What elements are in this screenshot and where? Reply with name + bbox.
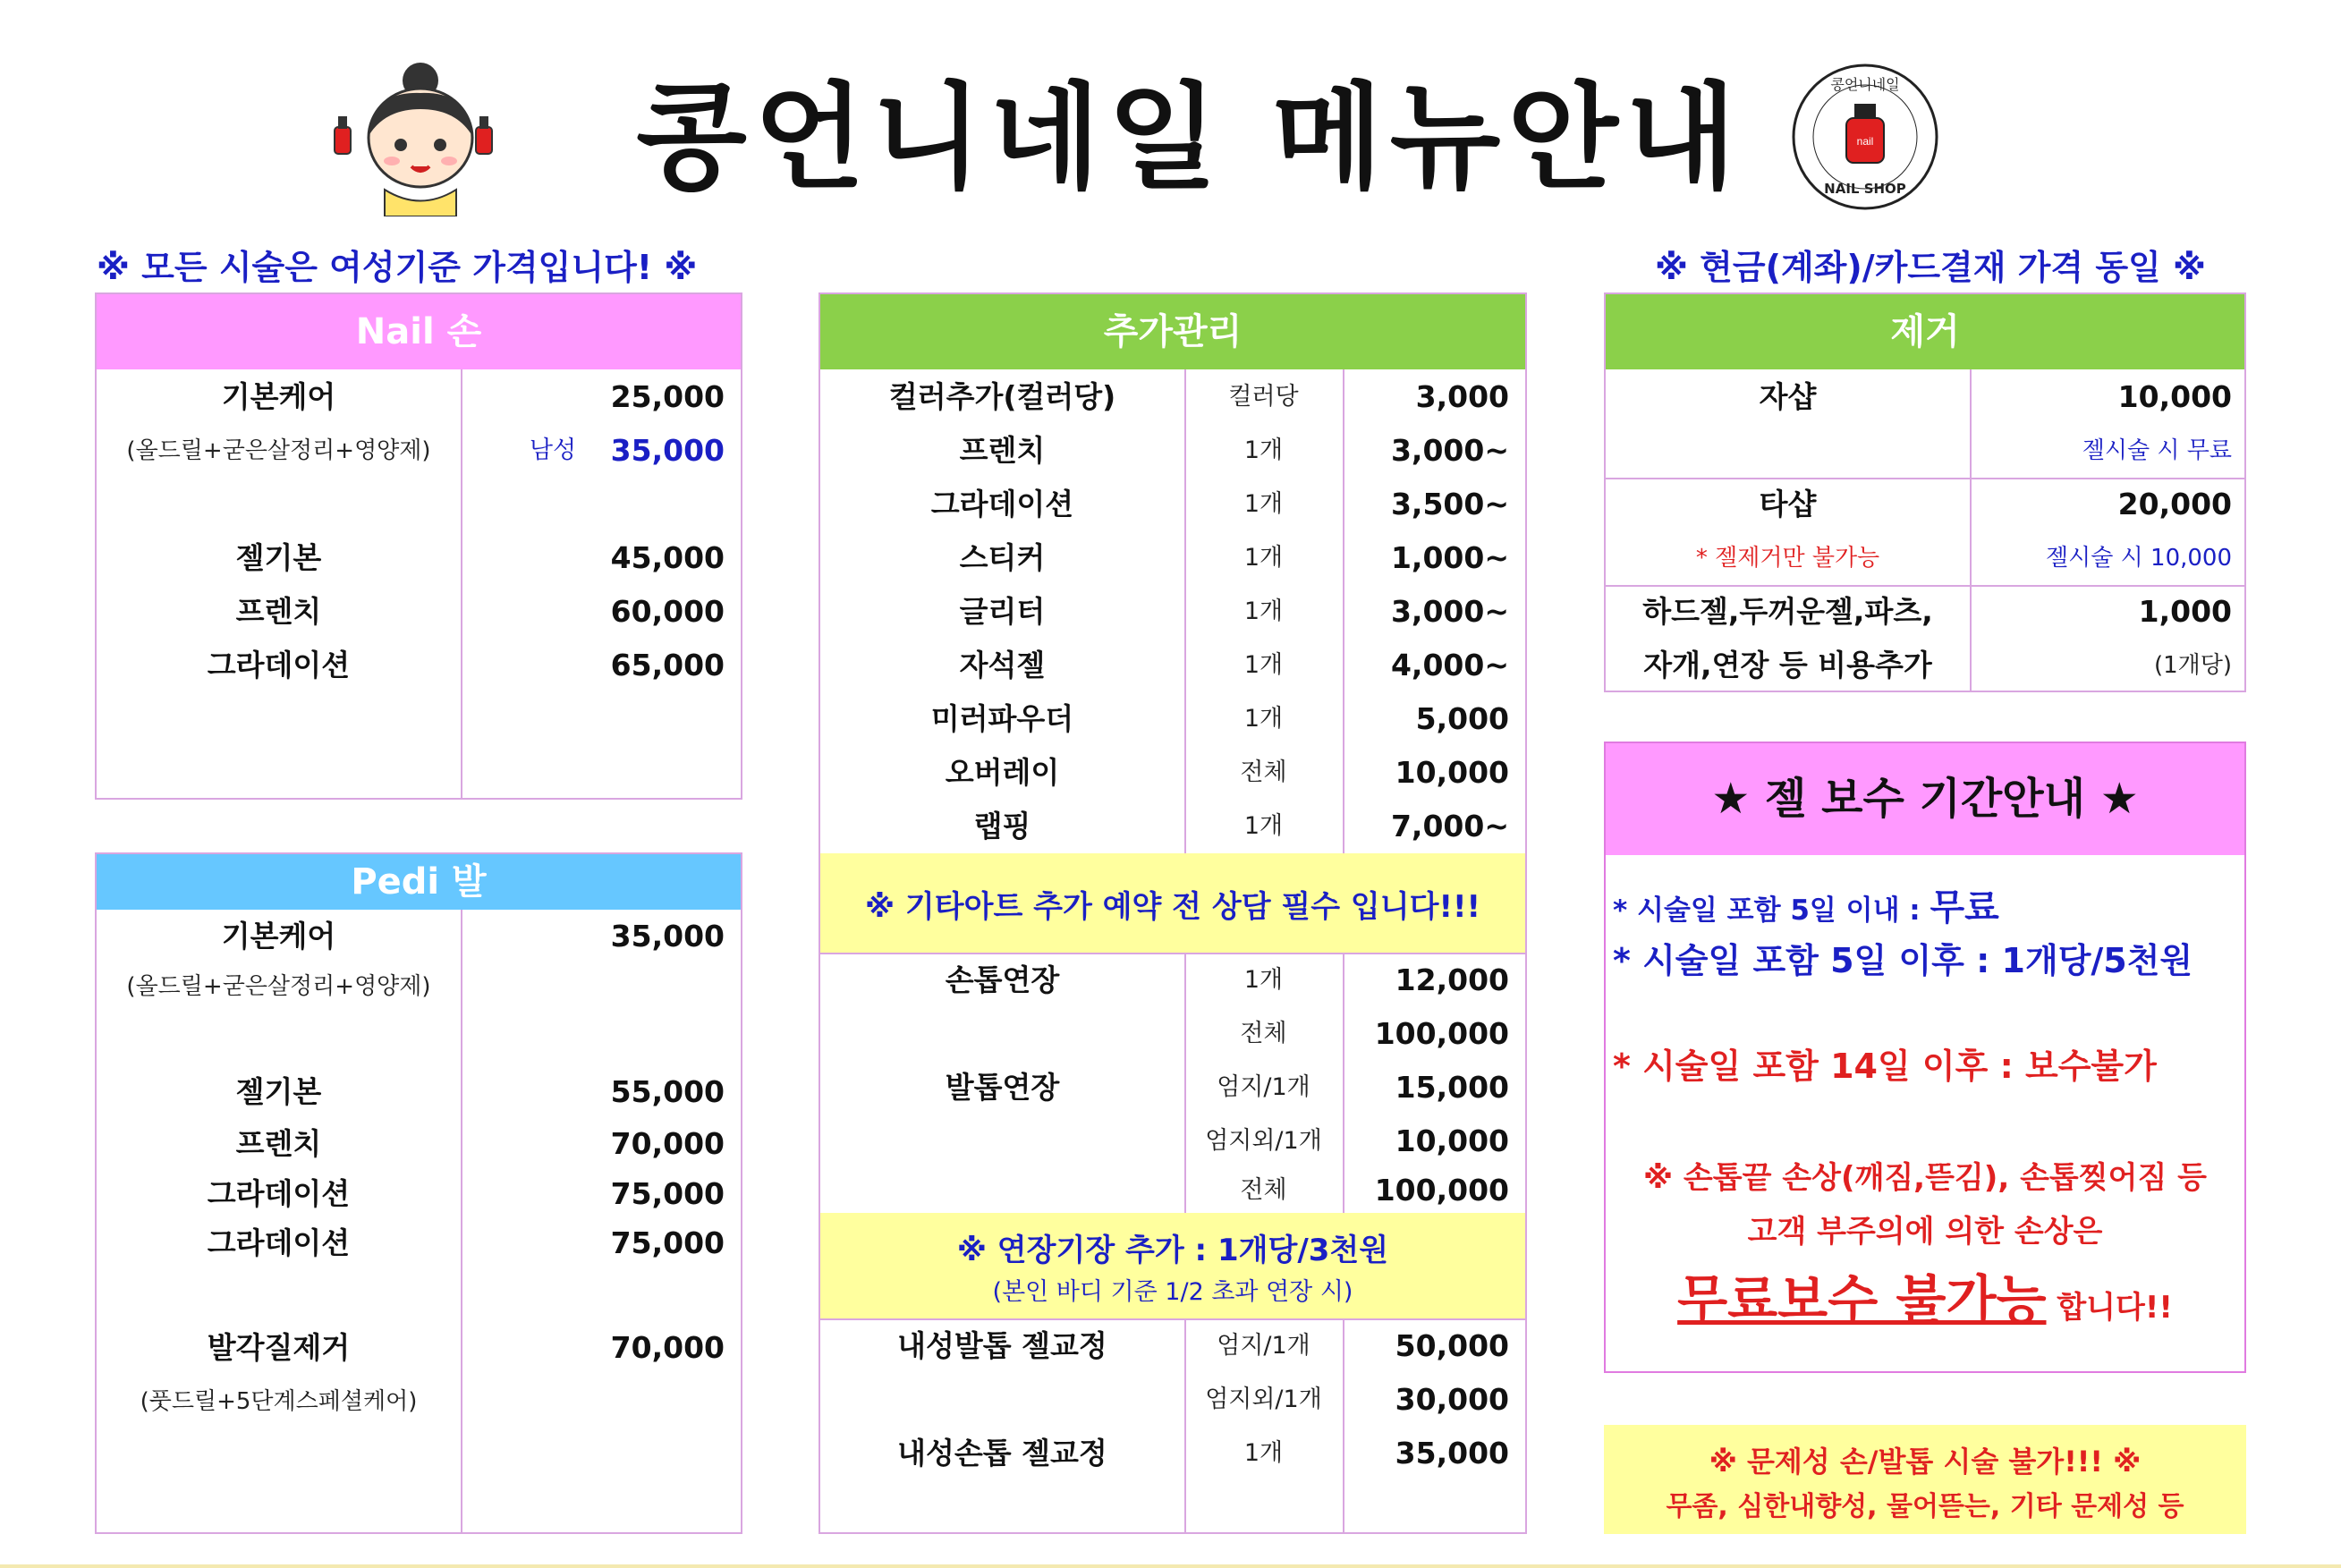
service-label: 프렌치 bbox=[959, 433, 1046, 468]
service-price: 5,000 bbox=[1415, 701, 1509, 736]
service-unit: 엄지외/1개 bbox=[1205, 1127, 1322, 1155]
service-label: 글리터 bbox=[959, 594, 1046, 629]
service-price: 60,000 bbox=[610, 594, 725, 629]
service-unit: 1개 bbox=[1243, 436, 1284, 464]
service-unit: 전체 bbox=[1240, 759, 1287, 786]
table-row bbox=[820, 1061, 1525, 1115]
table-row bbox=[1606, 370, 2244, 424]
table-row bbox=[97, 1375, 741, 1428]
repair-panel bbox=[1604, 742, 2246, 1373]
nail-panel bbox=[95, 292, 742, 800]
service-price: 4,000~ bbox=[1390, 648, 1509, 682]
page-title: 콩언니네일 메뉴안내 bbox=[636, 72, 1743, 205]
service-price: 35,000 bbox=[610, 433, 725, 468]
table-row bbox=[820, 639, 1525, 692]
service-label: 그라데이션 bbox=[207, 648, 351, 682]
table-row bbox=[820, 478, 1525, 531]
service-price: 10,000 bbox=[2117, 379, 2232, 414]
service-price: 70,000 bbox=[610, 1330, 725, 1365]
service-price: 75,000 bbox=[610, 1176, 725, 1211]
table-row bbox=[97, 531, 741, 585]
service-unit: 엄지/1개 bbox=[1217, 1332, 1310, 1360]
service-price: 3,500~ bbox=[1390, 487, 1509, 521]
service-unit: 1개 bbox=[1243, 705, 1284, 733]
pedi-panel bbox=[95, 852, 742, 1534]
service-price: 3,000 bbox=[1415, 379, 1509, 414]
service-price: 100,000 bbox=[1374, 1173, 1509, 1208]
service-label: 프렌치 bbox=[235, 1126, 322, 1161]
service-price: 1,000 bbox=[2138, 594, 2232, 629]
warning-line-1: ※ 문제성 손/발톱 시술 불가!!! ※ bbox=[1709, 1445, 2142, 1479]
service-price: 10,000 bbox=[1395, 755, 1509, 790]
repair-closing: 합니다!! bbox=[2046, 1290, 2173, 1326]
service-price: 75,000 bbox=[610, 1225, 725, 1260]
service-price: 12,000 bbox=[1395, 962, 1509, 997]
repair-line-4: ※ 손톱끝 손상(깨짐,뜯김), 손톱찢어짐 등 bbox=[1643, 1160, 2207, 1196]
service-label: 그라데이션 bbox=[930, 487, 1074, 521]
table-row bbox=[97, 1117, 741, 1171]
service-price: 100,000 bbox=[1374, 1016, 1509, 1051]
service-label: 컬러추가(컬러당) bbox=[888, 379, 1116, 414]
table-row bbox=[820, 531, 1525, 585]
extension-note: ※ 연장기장 추가 : 1개당/3천원 bbox=[956, 1233, 1389, 1268]
extension-subnote: (본인 바디 기준 1/2 초과 연장 시) bbox=[992, 1278, 1353, 1306]
service-price: 30,000 bbox=[1395, 1382, 1509, 1417]
service-unit: 1개 bbox=[1243, 966, 1284, 994]
service-label: 프렌치 bbox=[235, 594, 322, 629]
service-label: 발각질제거 bbox=[207, 1330, 351, 1365]
service-price: 3,000~ bbox=[1390, 594, 1509, 629]
service-label: 내성발톱 젤교정 bbox=[897, 1328, 1107, 1363]
service-label: 타샵 bbox=[1759, 487, 1817, 521]
table-row bbox=[820, 1373, 1525, 1427]
pedi-header: Pedi 발 bbox=[97, 854, 741, 910]
mascot-illustration bbox=[322, 55, 501, 216]
table-row bbox=[97, 910, 741, 963]
table-row bbox=[820, 370, 1525, 424]
table-row bbox=[820, 746, 1525, 800]
service-price: 1,000~ bbox=[1390, 540, 1509, 575]
service-label: 랩핑 bbox=[973, 809, 1031, 843]
table-row bbox=[97, 1216, 741, 1270]
table-row bbox=[1606, 478, 2244, 531]
table-row bbox=[820, 1007, 1525, 1061]
extra-panel bbox=[819, 292, 1527, 1534]
service-label: 그라데이션 bbox=[207, 1225, 351, 1260]
table-row bbox=[820, 800, 1525, 853]
art-consult-band bbox=[820, 853, 1525, 953]
table-row bbox=[820, 692, 1525, 746]
repair-line-3: * 시술일 포함 14일 이후 : 보수불가 bbox=[1613, 1047, 2157, 1086]
table-row bbox=[97, 424, 741, 478]
service-price: 10,000 bbox=[1395, 1123, 1509, 1158]
repair-line-1 bbox=[1613, 879, 1999, 930]
shop-logo bbox=[1789, 61, 1941, 213]
service-price: 7,000~ bbox=[1390, 809, 1509, 843]
repair-free: 무료 bbox=[1930, 887, 1999, 928]
service-label: 기본케어 bbox=[221, 379, 336, 414]
table-row bbox=[1606, 585, 2244, 639]
service-detail: (올드릴+굳은살정리+영양제) bbox=[126, 973, 431, 1000]
table-row bbox=[820, 585, 1525, 639]
extension-band bbox=[820, 1213, 1525, 1318]
service-unit: 전체 bbox=[1240, 1176, 1287, 1204]
svg-text:콩언니네일: 콩언니네일 bbox=[1830, 76, 1900, 93]
service-unit: 1개 bbox=[1243, 598, 1284, 625]
removal-unit-note: (1개당) bbox=[2153, 652, 2232, 679]
repair-line-1-text: * 시술일 포함 5일 이내 : bbox=[1613, 894, 1930, 927]
service-unit: 전체 bbox=[1240, 1020, 1287, 1047]
service-unit: 1개 bbox=[1243, 1439, 1284, 1467]
service-label: 자석젤 bbox=[959, 648, 1046, 682]
removal-header: 제거 bbox=[1606, 294, 2244, 369]
service-price: 55,000 bbox=[610, 1074, 725, 1109]
service-label: 젤기본 bbox=[235, 1074, 322, 1109]
service-label: 자개,연장 등 비용추가 bbox=[1643, 648, 1932, 682]
service-label: 자샵 bbox=[1759, 379, 1817, 414]
service-unit: 엄지외/1개 bbox=[1205, 1386, 1322, 1413]
table-row bbox=[97, 1167, 741, 1221]
service-label: 내성손톱 젤교정 bbox=[897, 1436, 1107, 1471]
service-label: 하드젤,두꺼운젤,파츠, bbox=[1642, 594, 1933, 629]
table-row bbox=[97, 585, 741, 639]
table-row bbox=[1606, 531, 2244, 585]
svg-text:NAIL SHOP: NAIL SHOP bbox=[1824, 181, 1906, 197]
service-detail: (올드릴+굳은살정리+영양제) bbox=[126, 437, 431, 464]
extra-header: 추가관리 bbox=[820, 294, 1525, 369]
service-unit: 1개 bbox=[1243, 651, 1284, 679]
repair-line-6 bbox=[1606, 1258, 2244, 1333]
svg-text:nail: nail bbox=[1856, 135, 1874, 148]
art-consult-note: ※ 기타아트 추가 예약 전 상담 필수 입니다!!! bbox=[865, 889, 1480, 925]
service-price: 50,000 bbox=[1395, 1328, 1509, 1363]
nail-header: Nail 손 bbox=[97, 294, 741, 369]
table-row bbox=[820, 1427, 1525, 1480]
service-unit: 1개 bbox=[1243, 544, 1284, 572]
service-label: 기본케어 bbox=[221, 919, 336, 954]
service-price: 70,000 bbox=[610, 1126, 725, 1161]
repair-line-5: 고객 부주의에 의한 손상은 bbox=[1747, 1214, 2103, 1250]
service-unit: 1개 bbox=[1243, 812, 1284, 840]
removal-note: 젤시술 시 무료 bbox=[2082, 437, 2232, 464]
service-price: 25,000 bbox=[610, 379, 725, 414]
table-row bbox=[820, 424, 1525, 478]
service-price: 65,000 bbox=[610, 648, 725, 682]
service-price: 15,000 bbox=[1395, 1070, 1509, 1105]
service-detail: (풋드릴+5단계스페셜케어) bbox=[140, 1388, 418, 1415]
bottom-border bbox=[0, 1564, 2341, 1568]
table-row bbox=[1606, 639, 2244, 692]
repair-header: ★ 젤 보수 기간안내 ★ bbox=[1606, 743, 2244, 855]
service-price: 35,000 bbox=[1395, 1436, 1509, 1471]
table-row bbox=[97, 1321, 741, 1375]
service-price: 20,000 bbox=[2117, 487, 2232, 521]
table-row bbox=[820, 1115, 1525, 1168]
warning-line-2: 무좀, 심한내향성, 물어뜯는, 기타 문제성 등 bbox=[1666, 1491, 2184, 1522]
table-row bbox=[820, 954, 1525, 1007]
service-label: 발톱연장 bbox=[945, 1070, 1060, 1105]
table-row bbox=[820, 1319, 1525, 1373]
removal-note: 젤시술 시 10,000 bbox=[2046, 545, 2232, 572]
warning-box bbox=[1604, 1425, 2246, 1534]
table-row bbox=[1606, 424, 2244, 478]
service-label: 젤기본 bbox=[235, 540, 322, 575]
table-row bbox=[97, 960, 741, 1013]
removal-panel bbox=[1604, 292, 2246, 692]
service-label: 손톱연장 bbox=[945, 962, 1060, 997]
service-price: 45,000 bbox=[610, 540, 725, 575]
male-tag: 남성 bbox=[529, 436, 577, 464]
service-label: 그라데이션 bbox=[207, 1176, 351, 1211]
removal-warning: * 젤제거만 불가능 bbox=[1695, 545, 1880, 572]
repair-line-2: * 시술일 포함 5일 이후 : 1개당/5천원 bbox=[1613, 941, 2193, 980]
note-female-price: ※ 모든 시술은 여성기준 가격입니다! ※ bbox=[97, 248, 698, 287]
service-label: 오버레이 bbox=[945, 755, 1060, 790]
table-row bbox=[820, 1164, 1525, 1217]
service-unit: 엄지/1개 bbox=[1217, 1073, 1310, 1101]
table-row bbox=[97, 1065, 741, 1119]
repair-no-free: 무료보수 불가능 bbox=[1677, 1269, 2047, 1330]
table-row bbox=[97, 639, 741, 692]
table-row bbox=[97, 370, 741, 424]
service-label: 미러파우더 bbox=[930, 701, 1074, 736]
service-unit: 컬러당 bbox=[1228, 383, 1299, 411]
service-unit: 1개 bbox=[1243, 490, 1284, 518]
service-label: 스티커 bbox=[959, 540, 1046, 575]
note-payment: ※ 현금(계좌)/카드결재 가격 동일 ※ bbox=[1655, 248, 2206, 287]
service-price: 3,000~ bbox=[1390, 433, 1509, 468]
service-price: 35,000 bbox=[610, 919, 725, 954]
